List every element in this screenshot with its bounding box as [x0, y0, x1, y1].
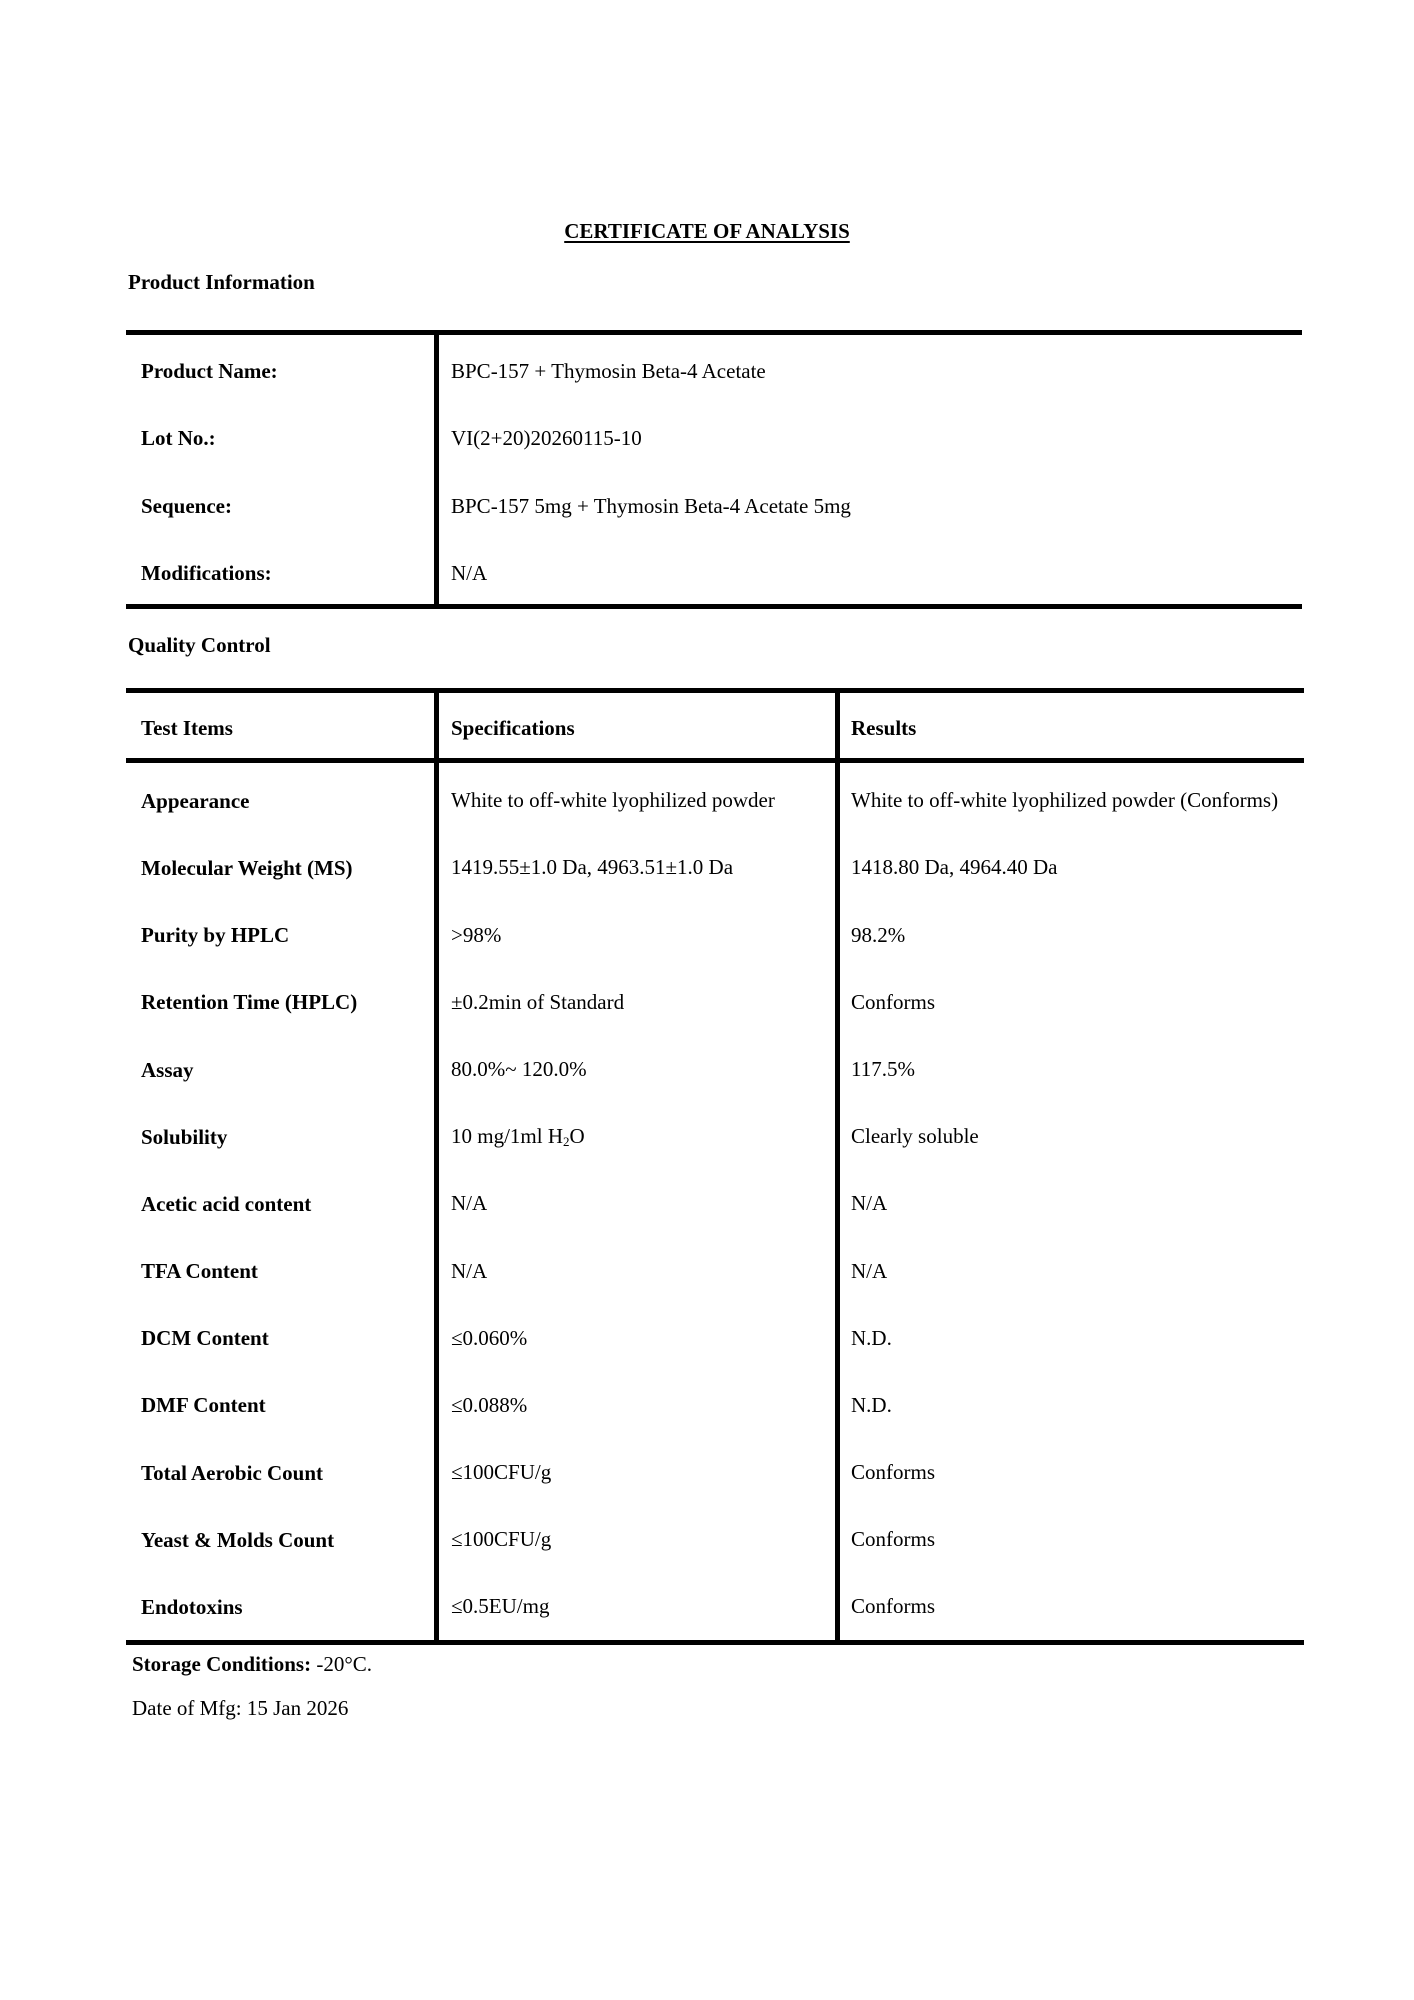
solubility-spec-prefix: 10 mg/1ml H [451, 1124, 564, 1148]
solubility-spec-suffix: O [569, 1124, 585, 1148]
modifications-value: N/A [451, 561, 488, 585]
qc-result: N/A [851, 1191, 888, 1215]
column-header-results: Results [851, 716, 917, 740]
qc-column-divider-1 [434, 688, 439, 1645]
lot-number-value: VI(2+20)20260115-10 [451, 426, 642, 450]
qc-item: Acetic acid content [141, 1192, 312, 1216]
quality-control-heading: Quality Control [128, 633, 271, 657]
qc-result: Clearly soluble [851, 1124, 979, 1148]
qc-item: Retention Time (HPLC) [141, 990, 358, 1014]
qc-spec: White to off-white lyophilized powder [451, 788, 775, 812]
table-bottom-rule [126, 604, 1302, 609]
sequence-value: BPC-157 5mg + Thymosin Beta-4 Acetate 5mg [451, 494, 851, 518]
date-of-mfg: Date of Mfg: 15 Jan 2026 [132, 1696, 349, 1720]
qc-item: DMF Content [141, 1393, 266, 1417]
qc-result: N/A [851, 1259, 888, 1283]
storage-conditions [132, 1652, 372, 1677]
qc-header-rule [126, 758, 1304, 763]
qc-result: N.D. [851, 1393, 892, 1417]
qc-spec: 80.0%~ 120.0% [451, 1057, 587, 1081]
column-header-test-items: Test Items [141, 716, 233, 740]
qc-spec: ≤100CFU/g [451, 1460, 552, 1484]
qc-item: Appearance [141, 789, 250, 813]
product-name-value: BPC-157 + Thymosin Beta-4 Acetate [451, 359, 766, 383]
sequence-label: Sequence: [141, 494, 232, 518]
qc-spec: ≤0.060% [451, 1326, 528, 1350]
qc-result: N.D. [851, 1326, 892, 1350]
qc-item: Endotoxins [141, 1595, 243, 1619]
qc-result: Conforms [851, 1460, 935, 1484]
qc-top-rule [126, 688, 1304, 693]
qc-result: 98.2% [851, 923, 906, 947]
qc-item: Yeast & Molds Count [141, 1528, 335, 1552]
product-name-label: Product Name: [141, 359, 278, 383]
qc-item: Assay [141, 1058, 194, 1082]
qc-spec: N/A [451, 1259, 488, 1283]
qc-spec: ≤100CFU/g [451, 1527, 552, 1551]
qc-result: Conforms [851, 1594, 935, 1618]
qc-result: Conforms [851, 990, 935, 1014]
qc-result: White to off-white lyophilized powder (Conforms) [851, 788, 1279, 812]
qc-bottom-rule [126, 1640, 1304, 1645]
page-title: CERTIFICATE OF ANALYSIS [564, 219, 850, 243]
qc-item: Molecular Weight (MS) [141, 856, 353, 880]
qc-spec: N/A [451, 1191, 488, 1215]
qc-item: Total Aerobic Count [141, 1461, 324, 1485]
table-column-divider [434, 330, 439, 608]
lot-number-label: Lot No.: [141, 426, 216, 450]
storage-conditions-value: -20°C. [311, 1652, 373, 1676]
column-header-specifications: Specifications [451, 716, 575, 740]
qc-column-divider-2 [835, 688, 840, 1645]
qc-spec: >98% [451, 923, 502, 947]
qc-item: TFA Content [141, 1259, 258, 1283]
qc-result: 117.5% [851, 1057, 915, 1081]
solubility-spec-subscript: 2 [563, 1134, 570, 1149]
qc-item: Purity by HPLC [141, 923, 290, 947]
qc-result: Conforms [851, 1527, 935, 1551]
storage-conditions-label: Storage Conditions: [132, 1652, 312, 1676]
qc-spec: 1419.55±1.0 Da, 4963.51±1.0 Da [451, 855, 734, 879]
modifications-label: Modifications: [141, 561, 272, 585]
qc-spec-solubility [451, 1124, 585, 1148]
qc-spec: ≤0.5EU/mg [451, 1594, 550, 1618]
product-information-heading: Product Information [128, 270, 315, 294]
qc-spec: ≤0.088% [451, 1393, 528, 1417]
qc-item: Solubility [141, 1125, 228, 1149]
table-top-rule [126, 330, 1302, 335]
qc-spec: ±0.2min of Standard [451, 990, 625, 1014]
qc-item: DCM Content [141, 1326, 269, 1350]
qc-result: 1418.80 Da, 4964.40 Da [851, 855, 1058, 879]
